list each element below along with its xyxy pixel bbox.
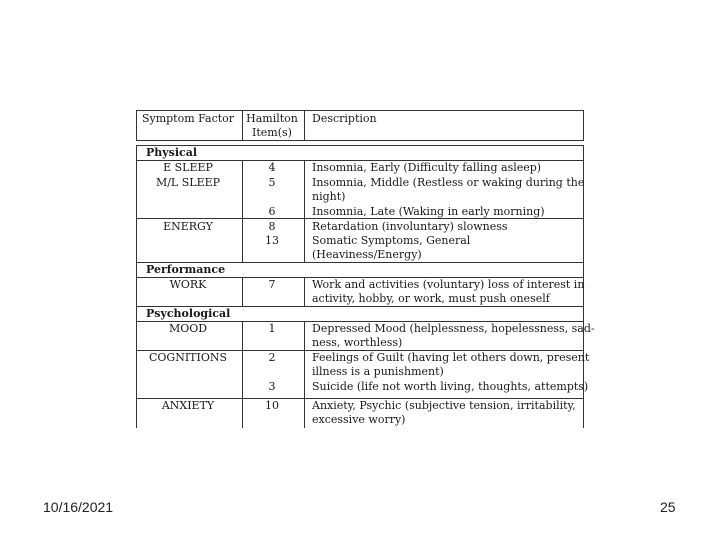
factor-work: WORK: [169, 278, 207, 291]
desc-mood-line1: Depressed Mood (helplessness, hopelessness, sad-: [312, 322, 595, 335]
table-rule: [304, 110, 305, 140]
group-physical: Physical: [146, 146, 198, 159]
symptom-factor-table: [136, 110, 595, 428]
table-rule: [583, 110, 584, 140]
desc-e-sleep: Insomnia, Early (Difficulty falling asleep): [312, 161, 542, 174]
item-ml-sleep: 5: [268, 176, 276, 189]
factor-ml-sleep: M/L SLEEP: [155, 176, 221, 189]
desc-cognitions-b: Suicide (life not worth living, thoughts, attempts): [312, 380, 589, 393]
group-psychological: Psychological: [146, 307, 231, 320]
factor-mood: MOOD: [168, 322, 208, 335]
table-rule: [136, 140, 584, 141]
item-ml-sleep-b: 6: [268, 205, 276, 218]
desc-mood-line2: ness, worthless): [312, 336, 403, 349]
header-description: Description: [312, 112, 377, 125]
desc-work-line1: Work and activities (voluntary) loss of interest in: [312, 278, 585, 291]
desc-anxiety-line2: excessive worry): [312, 413, 406, 426]
item-cognitions: 2: [268, 351, 276, 364]
footer-page-number: 25: [660, 499, 676, 515]
item-mood: 1: [268, 322, 276, 335]
table-rule: [304, 277, 305, 306]
table-rule: [136, 110, 584, 111]
table-rule: [304, 321, 305, 428]
factor-anxiety: ANXIETY: [161, 399, 215, 412]
factor-cognitions: COGNITIONS: [148, 351, 228, 364]
item-work: 7: [268, 278, 276, 291]
table-rule: [304, 160, 305, 262]
item-anxiety: 10: [265, 399, 279, 412]
table-rule: [136, 145, 584, 146]
desc-energy-b-line2: (Heaviness/Energy): [312, 248, 422, 261]
desc-anxiety-line1: Anxiety, Psychic (subjective tension, irritability,: [312, 399, 576, 412]
item-energy: 8: [268, 220, 276, 233]
desc-energy: Retardation (involuntary) slowness: [312, 220, 508, 233]
item-cognitions-b: 3: [268, 380, 276, 393]
item-energy-b: 13: [265, 234, 279, 247]
factor-e-sleep: E SLEEP: [163, 161, 213, 174]
desc-ml-sleep-b: Insomnia, Late (Waking in early morning): [312, 205, 545, 218]
header-hamilton-items-line1: Hamilton: [246, 112, 298, 125]
footer-date: 10/16/2021: [43, 499, 114, 515]
desc-energy-b-line1: Somatic Symptoms, General: [312, 234, 471, 247]
desc-cognitions-line1: Feelings of Guilt (having let others down, present: [312, 351, 590, 364]
desc-ml-sleep-line2: night): [312, 190, 346, 203]
desc-work-line2: activity, hobby, or work, must push oneself: [312, 292, 550, 305]
factor-energy: ENERGY: [163, 220, 213, 233]
header-symptom-factor: Symptom Factor: [141, 112, 235, 125]
desc-cognitions-line2: illness is a punishment): [312, 365, 444, 378]
desc-ml-sleep-line1: Insomnia, Middle (Restless or waking during the: [312, 176, 585, 189]
item-e-sleep: 4: [268, 161, 276, 174]
header-hamilton-items-line2: Item(s): [252, 126, 292, 139]
group-performance: Performance: [146, 263, 226, 276]
